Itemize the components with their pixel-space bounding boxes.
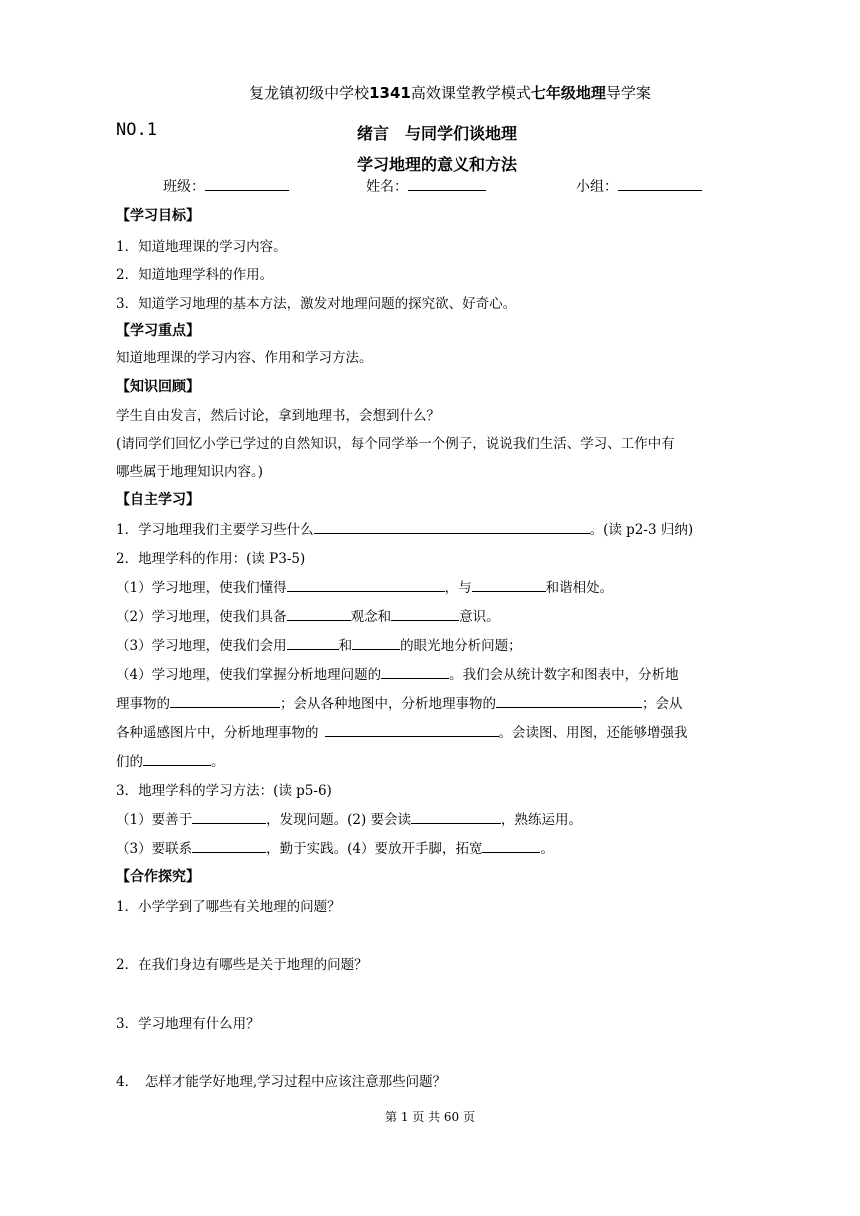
class-label: 班级： — [163, 179, 205, 195]
answer-blank[interactable] — [411, 809, 501, 824]
question-text: 和 — [338, 638, 353, 654]
section-review: 【知识回顾】 — [116, 379, 200, 395]
answer-blank[interactable] — [381, 664, 449, 679]
answer-blank[interactable] — [352, 635, 400, 650]
answer-blank[interactable] — [314, 519, 590, 534]
question-text: 们的 — [116, 754, 143, 770]
answer-blank[interactable] — [287, 606, 351, 621]
page-header — [0, 82, 860, 103]
question-text: ，熟练运用。 — [501, 812, 583, 828]
goal-item: 2．知道地理学科的作用。 — [116, 267, 274, 283]
review-line: 哪些属于地理知识内容。) — [116, 464, 264, 480]
answer-blank[interactable] — [287, 577, 445, 592]
answer-blank[interactable] — [391, 606, 459, 621]
page-footer: 第 1 页 共 60 页 — [385, 1110, 475, 1124]
question-3: 3．地理学科的学习方法：(读 p5-6) — [116, 783, 332, 799]
group-label: 小组： — [576, 179, 618, 195]
question-text: 。会读图、用图，还能够增强我 — [498, 725, 688, 741]
answer-blank[interactable] — [496, 693, 642, 708]
question-2-4 — [116, 663, 679, 683]
coop-question: 3．学习地理有什么用？ — [116, 1016, 260, 1032]
question-text: 各种遥感图片中，分析地理事物的 — [116, 725, 319, 741]
class-field — [163, 176, 289, 196]
question-text: 。 — [211, 754, 225, 770]
question-text: 意识。 — [459, 609, 500, 625]
lesson-subtitle: 学习地理的意义和方法 — [357, 155, 518, 174]
header-grade: 七年级地理 — [530, 84, 606, 102]
group-field — [576, 176, 702, 196]
question-text: 和谐相处。 — [545, 580, 614, 596]
header-number: 1341 — [369, 84, 411, 102]
question-text: ，与 — [444, 580, 472, 596]
answer-blank[interactable] — [287, 635, 339, 650]
question-2-4-cont — [116, 692, 683, 712]
name-blank[interactable] — [408, 176, 486, 191]
coop-question: 2．在我们身边有哪些是关于地理的问题？ — [116, 957, 368, 973]
question-text: 理事物的 — [116, 696, 170, 712]
question-text: （4）学习地理，使我们掌握分析地理问题的 — [116, 667, 382, 683]
question-1 — [116, 518, 693, 538]
section-focus: 【学习重点】 — [116, 323, 200, 339]
question-2-4-cont — [116, 750, 225, 770]
question-text: 1．学习地理我们主要学习些什么 — [116, 522, 314, 538]
answer-blank[interactable] — [325, 722, 499, 737]
question-2-3 — [116, 634, 522, 654]
question-text: 。我们会从统计数字和图表中，分析地 — [449, 667, 679, 683]
name-label: 姓名： — [366, 179, 408, 195]
header-prefix: 复龙镇初级中学校 — [249, 84, 370, 102]
question-text: （1）要善于 — [116, 812, 193, 828]
question-text: ；会从 — [642, 696, 683, 712]
question-text: （3）要联系 — [116, 841, 193, 857]
question-text: ；会从各种地图中，分析地理事物的 — [280, 696, 496, 712]
focus-text: 知道地理课的学习内容、作用和学习方法。 — [116, 350, 373, 366]
header-suffix: 导学案 — [605, 84, 651, 102]
question-text: （2）学习地理，使我们具备 — [116, 609, 287, 625]
header-middle: 高效课堂教学模式 — [410, 84, 531, 102]
question-text: 观念和 — [350, 609, 392, 625]
answer-blank[interactable] — [143, 751, 211, 766]
question-text: 。 — [540, 841, 554, 857]
question-3-2 — [116, 837, 554, 857]
question-text: 。(读 p2-3 归纳) — [589, 522, 694, 538]
name-field — [366, 176, 486, 196]
question-2-4-cont — [116, 721, 688, 741]
goal-item: 1．知道地理课的学习内容。 — [116, 239, 287, 255]
answer-blank[interactable] — [192, 838, 266, 853]
answer-blank[interactable] — [472, 577, 546, 592]
section-self-study: 【自主学习】 — [116, 492, 200, 508]
question-2-1 — [116, 576, 613, 596]
question-text: （3）学习地理，使我们会用 — [116, 638, 287, 654]
question-text: ，勤于实践。(4）要放开手脚，拓宽 — [266, 841, 483, 857]
question-3-1 — [116, 808, 582, 828]
section-goals: 【学习目标】 — [116, 208, 200, 224]
question-text: ，发现问题。(2) 要会读 — [266, 812, 412, 828]
question-2-2 — [116, 605, 500, 625]
answer-blank[interactable] — [192, 809, 266, 824]
question-text: 的眼光地分析问题； — [400, 638, 522, 654]
group-blank[interactable] — [618, 176, 702, 191]
question-2: 2．地理学科的作用：(读 P3-5) — [116, 551, 306, 567]
document-number: NO.1 — [116, 120, 157, 140]
answer-blank[interactable] — [482, 838, 540, 853]
class-blank[interactable] — [205, 176, 289, 191]
review-line: 学生自由发言，然后讨论，拿到地理书，会想到什么？ — [116, 408, 440, 424]
question-text: （1）学习地理，使我们懂得 — [116, 580, 287, 596]
coop-question: 4． 怎样才能学好地理,学习过程中应该注意那些问题？ — [116, 1074, 447, 1090]
lesson-title: 绪言 与同学们谈地理 — [357, 124, 518, 143]
answer-blank[interactable] — [170, 693, 280, 708]
review-line: (请同学们回忆小学已学过的自然知识，每个同学举一个例子，说说我们生活、学习、工作中有 — [116, 436, 675, 452]
goal-item: 3．知道学习地理的基本方法，激发对地理问题的探究欲、好奇心。 — [116, 296, 517, 312]
section-cooperation: 【合作探究】 — [116, 869, 200, 885]
coop-question: 1．小学学到了哪些有关地理的问题？ — [116, 899, 341, 915]
